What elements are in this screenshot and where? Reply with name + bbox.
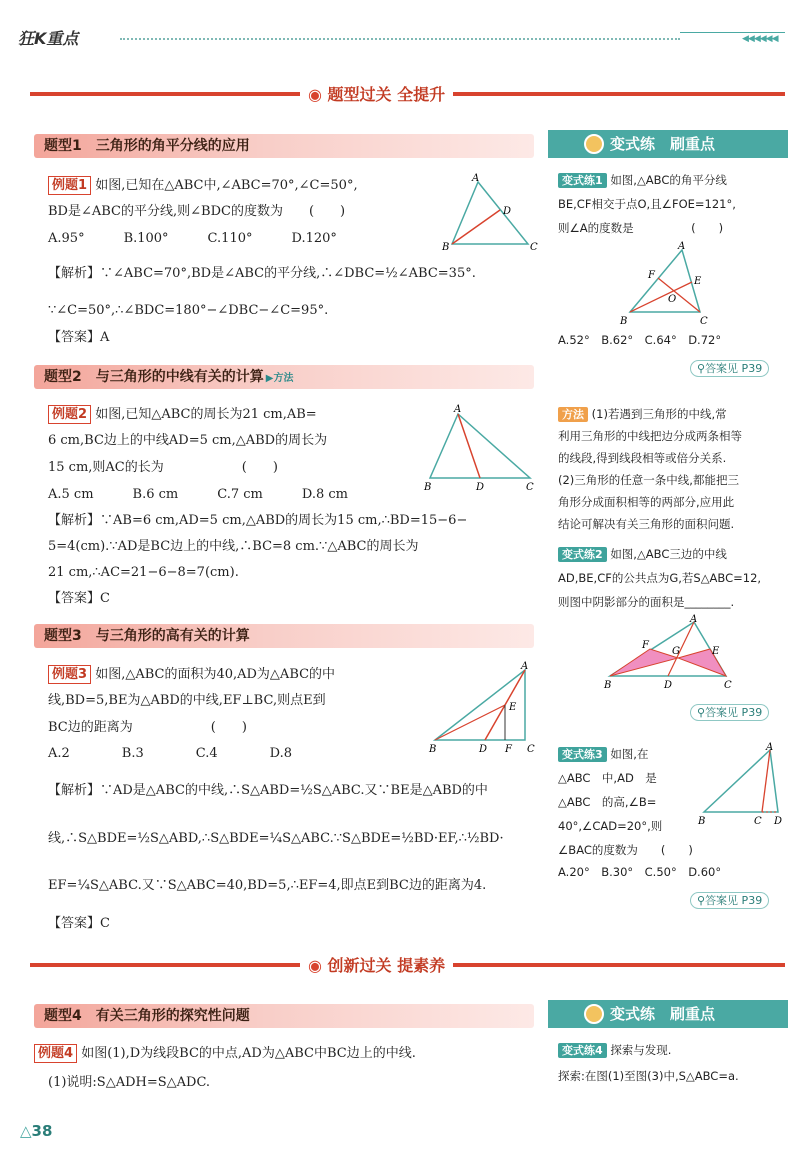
- ex3-solution-2: 线,∴S△BDE=½S△ABD,∴S△BDE=¼S△ABC.∵S△BDE=½BD·EF,∴½BD·: [48, 831, 504, 846]
- fig-label: C: [527, 744, 535, 755]
- header-rule-right: [680, 32, 785, 33]
- ex3-options: A.2 B.3 C.4 D.8: [48, 746, 292, 761]
- fig-label: D: [476, 482, 485, 492]
- ex2-options: A.5 cm B.6 cm C.7 cm D.8 cm: [48, 487, 348, 502]
- fig-label: E: [694, 276, 702, 287]
- topic-bar-4: 题型4 有关三角形的探究性问题: [34, 1004, 534, 1028]
- ex3-solution-1: 【解析】∵AD是△ABC的中线,∴S△ABD=½S△ABC.又∵BE是△ABD的中: [48, 783, 488, 798]
- fig-label: C: [700, 316, 708, 327]
- fig-label: D: [503, 206, 512, 217]
- practice-bar: 变式练 刷重点: [548, 130, 788, 158]
- v3-line2: △ABC 中,AD 是: [558, 771, 657, 785]
- fig-label: D: [664, 680, 673, 691]
- v2-line3: 则图中阴影部分的面积是________.: [558, 595, 735, 609]
- ex1-figure: [440, 172, 540, 252]
- ex1-solution-1: 【解析】∵∠ABC=70°,BD是∠ABC的平分线,∴∠DBC=½∠ABC=35°.: [48, 266, 476, 281]
- v2-line2: AD,BE,CF的公共点为G,若S△ABC=12,: [558, 571, 762, 585]
- fig-label: A: [454, 404, 462, 415]
- header-dotted-rule: [120, 38, 680, 40]
- v3-figure: [696, 740, 786, 828]
- ex2-answer: 【答案】C: [48, 591, 110, 606]
- v2-line1: 变式练2 如图,△ABC三边的中线: [558, 546, 727, 562]
- fig-label: B: [620, 316, 628, 327]
- ex3-figure: [425, 660, 540, 755]
- mascot-icon: [584, 134, 604, 154]
- practice-bar: 变式练 刷重点: [548, 1000, 788, 1028]
- ex2-line2: 6 cm,BC边上的中线AD=5 cm,△ABD的周长为: [48, 433, 328, 448]
- ex1-options: A.95° B.100° C.110° D.120°: [48, 231, 337, 246]
- fig-label: E: [509, 702, 517, 713]
- ex1-solution-2: ∵∠C=50°,∴∠BDC=180°−∠DBC−∠C=95°.: [48, 303, 329, 318]
- page-number: △38: [20, 1122, 53, 1140]
- header-arrows-icon: ◀◀◀◀◀◀: [742, 34, 778, 44]
- fig-label: B: [604, 680, 612, 691]
- fig-label: E: [712, 646, 720, 657]
- ex2-solution-2: 5=4(cm).∵AD是BC边上的中线,∴BC=8 cm.∵△ABC的周长为: [48, 539, 419, 554]
- answer-ref: ⚲答案见 P39: [690, 704, 769, 721]
- method-line5: 角形分成面积相等的两部分,应用此: [558, 495, 735, 509]
- mascot-icon: [584, 1004, 604, 1024]
- ex2-figure: [420, 402, 540, 492]
- v3-line3: △ABC 的高,∠B=: [558, 795, 657, 809]
- v3-line1: 变式练3 如图,在: [558, 746, 648, 762]
- ex2-solution-3: 21 cm,∴AC=21−6−8=7(cm).: [48, 565, 239, 580]
- fig-label: A: [766, 742, 774, 753]
- ex1-line1: 例题1 如图,已知在△ABC中,∠ABC=70°,∠C=50°,: [48, 176, 358, 195]
- pin-icon: ⚲: [697, 894, 706, 907]
- v1-line2: BE,CF相交于点O,且∠FOE=121°,: [558, 197, 736, 211]
- v1-options: A.52° B.62° C.64° D.72°: [558, 333, 722, 347]
- fig-label: G: [672, 646, 680, 657]
- topic-bar-1: 题型1 三角形的角平分线的应用: [34, 134, 534, 158]
- ex3-line1: 例题3 如图,△ABC的面积为40,AD为△ABC的中: [48, 665, 335, 684]
- pin-icon: ⚲: [697, 362, 706, 375]
- v3-line5: ∠BAC的度数为 ( ): [558, 843, 693, 857]
- fig-label: B: [698, 816, 706, 827]
- ex3-answer: 【答案】C: [48, 916, 110, 931]
- fig-label: A: [690, 614, 698, 625]
- fig-label: B: [442, 242, 450, 252]
- ex2-solution-1: 【解析】∵AB=6 cm,AD=5 cm,△ABD的周长为15 cm,∴BD=15−6−: [48, 513, 468, 528]
- v1-line3: 则∠A的度数是 ( ): [558, 221, 724, 235]
- v1-figure: [618, 238, 718, 330]
- fig-label: B: [429, 744, 437, 755]
- ex1-answer: 【答案】A: [48, 330, 110, 345]
- ex2-line3: 15 cm,则AC的长为 ( ): [48, 460, 278, 475]
- fig-label: C: [530, 242, 538, 252]
- ex4-line1: 例题4 如图(1),D为线段BC的中点,AD为△ABC中BC边上的中线.: [34, 1044, 416, 1063]
- fig-label: F: [648, 270, 655, 281]
- v3-line4: 40°,∠CAD=20°,则: [558, 819, 663, 833]
- compass-icon: △: [20, 1122, 32, 1140]
- fig-label: F: [505, 744, 512, 755]
- fig-label: A: [678, 241, 686, 252]
- ex1-line2: BD是∠ABC的平分线,则∠BDC的度数为 ( ): [48, 204, 346, 219]
- method-line1: 方法 (1)若遇到三角形的中线,常: [558, 406, 727, 422]
- v2-figure: [600, 614, 740, 692]
- method-line2: 利用三角形的中线把边分成两条相等: [558, 429, 742, 443]
- fig-label: B: [424, 482, 432, 492]
- fig-label: D: [479, 744, 488, 755]
- v4-line1: 变式练4 探索与发现.: [558, 1042, 671, 1058]
- swirl-icon: ◉: [308, 956, 322, 975]
- ex2-line1: 例题2 如图,已知△ABC的周长为21 cm,AB=: [48, 405, 317, 424]
- topic-bar-2: 题型2 与三角形的中线有关的计算 ▶方法: [34, 365, 534, 389]
- v3-options: A.20° B.30° C.50° D.60°: [558, 865, 722, 879]
- ex3-line3: BC边的距离为 ( ): [48, 720, 247, 735]
- topic-bar-3: 题型3 与三角形的高有关的计算: [34, 624, 534, 648]
- swirl-icon: ◉: [308, 85, 322, 104]
- section-title: ◉ 题型过关 全提升: [300, 82, 453, 105]
- ex4-line2: (1)说明:S△ADH=S△ADC.: [48, 1075, 211, 1090]
- method-line6: 结论可解决有关三角形的面积问题.: [558, 517, 735, 531]
- v4-line2: 探索:在图(1)至图(3)中,S△ABC=a.: [558, 1069, 739, 1083]
- answer-ref: ⚲答案见 P39: [690, 892, 769, 909]
- answer-ref: ⚲答案见 P39: [690, 360, 769, 377]
- method-line4: (2)三角形的任意一条中线,都能把三: [558, 473, 739, 487]
- fig-label: O: [668, 294, 677, 305]
- ex3-line2: 线,BD=5,BE为△ABD的中线,EF⊥BC,则点E到: [48, 693, 326, 708]
- pin-icon: ⚲: [697, 706, 706, 719]
- fig-label: D: [774, 816, 783, 827]
- fig-label: A: [472, 173, 480, 184]
- fig-label: C: [526, 482, 534, 492]
- ex3-solution-3: EF=¼S△ABC.又∵S△ABC=40,BD=5,∴EF=4,即点E到BC边的距离为4.: [48, 878, 487, 893]
- fig-label: C: [754, 816, 762, 827]
- fig-label: F: [642, 640, 649, 651]
- fig-label: A: [521, 661, 529, 672]
- fig-label: C: [724, 680, 732, 691]
- v1-line1: 变式练1 如图,△ABC的角平分线: [558, 172, 727, 188]
- section-title: ◉ 创新过关 提素养: [300, 953, 453, 976]
- method-line3: 的线段,得到线段相等或倍分关系.: [558, 451, 727, 465]
- brand-logo: 狂K重点: [18, 29, 79, 48]
